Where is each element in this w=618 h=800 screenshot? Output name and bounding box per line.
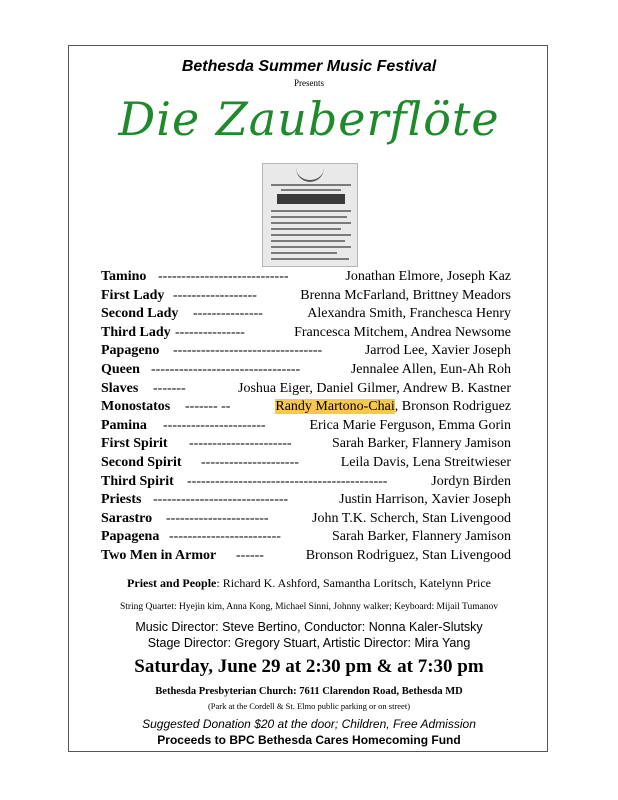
cast-role: Slaves [101,380,139,396]
cast-row: Second Spirit --------------------- Leila Davis, Lena Streitwieser [101,454,511,473]
cast-role: Third Lady [101,324,171,340]
cast-names: Leila Davis, Lena Streitwieser [340,454,511,470]
cast-names: Joshua Eiger, Daniel Gilmer, Andrew B. Kastner [238,380,511,396]
cast-role: Monostatos [101,399,171,415]
cast-role: Tamino [101,269,147,284]
cast-row: Papageno -------------------------------- Jarrod Lee, Xavier Joseph [101,342,511,361]
cast-role: Sarastro [101,510,153,526]
priest-and-people-line [0,576,618,591]
cast-list [101,268,511,566]
cast-row: Slaves ------- Joshua Eiger, Daniel Gilmer, Andrew B. Kastner [101,380,511,399]
music-director-line: Music Director: Steve Bertino, Conductor: Nonna Kaler-Slutsky [135,620,483,634]
cast-row: Sarastro ---------------------- John T.K. Scherch, Stan Livengood [101,510,511,529]
cast-names: Jordyn Birden [431,473,511,489]
cast-names: Brenna McFarland, Brittney Meadors [300,287,511,303]
cast-names: Jennalee Allen, Eun-Ah Roh [350,361,511,377]
cast-role: Pamina [101,417,147,433]
cast-row: First Lady ------------------ Brenna McFarland, Brittney Meadors [101,287,511,306]
cast-row: Third Lady --------------- Francesca Mitchem, Andrea Newsome [101,324,511,343]
proceeds-note: Proceeds to BPC Bethesda Cares Homecoming Fund [157,733,461,747]
cast-row: Queen -------------------------------- Jennalee Allen, Eun-Ah Roh [101,361,511,380]
cast-row: Priests ----------------------------- Justin Harrison, Xavier Joseph [101,491,511,510]
cast-role: Priests [101,492,142,508]
presents-label: Presents [294,78,324,88]
cast-row: Tamino ---------------------------- Jonathan Elmore, Joseph Kaz [101,268,511,287]
cast-names: Erica Marie Ferguson, Emma Gorin [309,417,511,433]
stage-director-line: Stage Director: Gregory Stuart, Artistic Director: Mira Yang [147,636,471,650]
eagle-emblem-icon [296,168,324,182]
highlighted-name: Randy Martono-Chai [275,399,395,415]
cast-role: Second Spirit [101,454,182,470]
opera-title: Die Zauberflöte [118,92,500,146]
cast-role: First Spirit [101,436,168,452]
cast-names: Alexandra Smith, Franchesca Henry [307,306,511,322]
parking-note: (Park at the Cordell & St. Elmo public parking or on street) [207,701,411,711]
cast-row: Monostatos ------- -- Randy Martono-Chai, Bronson Rodriguez [101,398,511,417]
cast-names: Sarah Barker, Flannery Jamison [331,529,511,545]
cast-role: Third Spirit [101,473,174,489]
cast-names: John T.K. Scherch, Stan Livengood [312,510,511,526]
cast-names: Francesca Mitchem, Andrea Newsome [294,324,511,340]
donation-note: Suggested Donation $20 at the door; Children, Free Admission [142,717,476,731]
cast-row: Two Men in Armor ------ Bronson Rodriguez, Stan Livengood [101,547,511,566]
cast-names: Sarah Barker, Flannery Jamison [331,436,511,452]
performance-date: Saturday, June 29 at 2:30 pm & at 7:30 pm [134,656,484,677]
cast-names: Justin Harrison, Xavier Joseph [339,492,511,508]
cast-role: Queen [101,361,140,377]
playbill-image [262,163,358,267]
cast-names: Bronson Rodriguez, Stan Livengood [305,547,511,563]
cast-row: Papagena ------------------------ Sarah Barker, Flannery Jamison [101,528,511,547]
priest-and-people-label: Priest and People [127,576,217,590]
cast-role: First Lady [101,287,165,303]
cast-role: Papageno [101,343,160,359]
cast-names: Jonathan Elmore, Joseph Kaz [345,269,511,284]
cast-role: Two Men in Armor [101,547,217,563]
cast-row: Second Lady --------------- Alexandra Smith, Franchesca Henry [101,305,511,324]
cast-names: Jarrod Lee, Xavier Joseph [364,343,511,359]
venue-address: Bethesda Presbyterian Church: 7611 Clarendon Road, Bethesda MD [155,686,463,697]
cast-row: Third Spirit ------------------------------------------- Jordyn Birden [101,473,511,492]
cast-role: Second Lady [101,306,179,322]
cast-role: Papagena [101,529,160,545]
string-quartet-line: String Quartet: Hyejin kim, Anna Kong, Michael Sinni, Johnny walker; Keyboard: Mijail Tumanov [119,602,499,612]
priest-and-people-names: : Richard K. Ashford, Samantha Loritsch, Katelynn Price [216,576,491,590]
festival-name: Bethesda Summer Music Festival [181,58,437,75]
cast-names: Randy Martono-Chai, Bronson Rodriguez [275,399,511,415]
cast-row: Pamina ---------------------- Erica Marie Ferguson, Emma Gorin [101,417,511,436]
cast-row: First Spirit ---------------------- Sarah Barker, Flannery Jamison [101,435,511,454]
